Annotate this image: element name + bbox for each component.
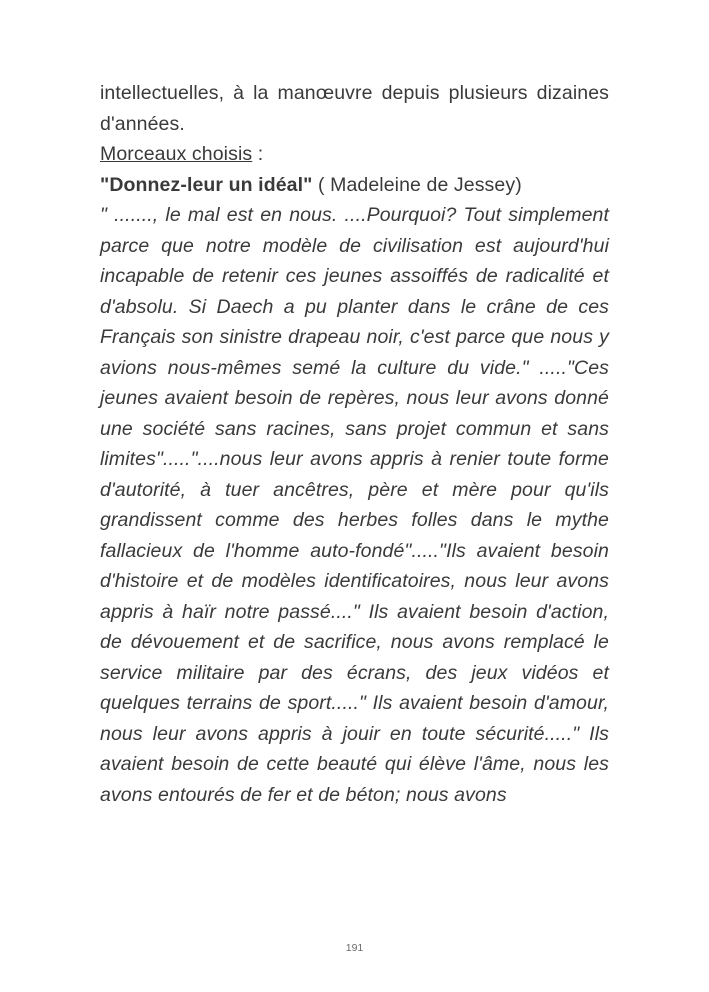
morceaux-choisis-label: Morceaux choisis (100, 143, 253, 165)
paragraph-quote-body: " ......., le mal est en nous. ....Pourquoi? Tout simplement parce que notre modèle de civilisation est aujourd'hui incapable de retenir ces jeunes assoiffés de radicalité et d'absolu. Si Daech a pu planter dans le crâne de ces Français son sinistre drapeau noir, c'est parce que nous y avions nous-mêmes semé la culture du vide." ....."Ces jeunes avaient besoin de repères, nous leur avons donné une société sans racines, sans projet commun et sans limites"....."....nous leur avons appris à renier toute forme d'autorité, à tuer ancêtres, père et mère pour qu'ils grandissent comme des herbes folles dans le mythe fallacieux de l'homme auto-fondé"....."Ils avaient besoin d'histoire et de modèles identificatoires, nous leur avons appris à haïr notre passé...." Ils avaient besoin d'action, de dévouement et de sacrifice, nous avons remplacé le service militaire par des écrans, des jeux vidéos et quelques terrains de sport....." Ils avaient besoin d'amour, nous leur avons appris à jouir en toute sécurité....." Ils avaient besoin de cette beauté qui élève l'âme, nous les avons entourés de fer et de béton; nous avons (100, 204, 609, 806)
morceaux-choisis-suffix: : (252, 143, 264, 165)
quote-title: "Donnez-leur un idéal" (100, 173, 313, 196)
paragraph-intro: intellectuelles, à la manœuvre depuis plusieurs dizaines d'années. (100, 82, 609, 135)
paragraph-morceaux-choisis (100, 139, 609, 170)
page-content (100, 78, 609, 810)
paragraph-quote-title (100, 170, 609, 201)
page-number: 191 (345, 942, 364, 954)
quote-attribution: ( Madeleine de Jessey) (312, 173, 522, 196)
